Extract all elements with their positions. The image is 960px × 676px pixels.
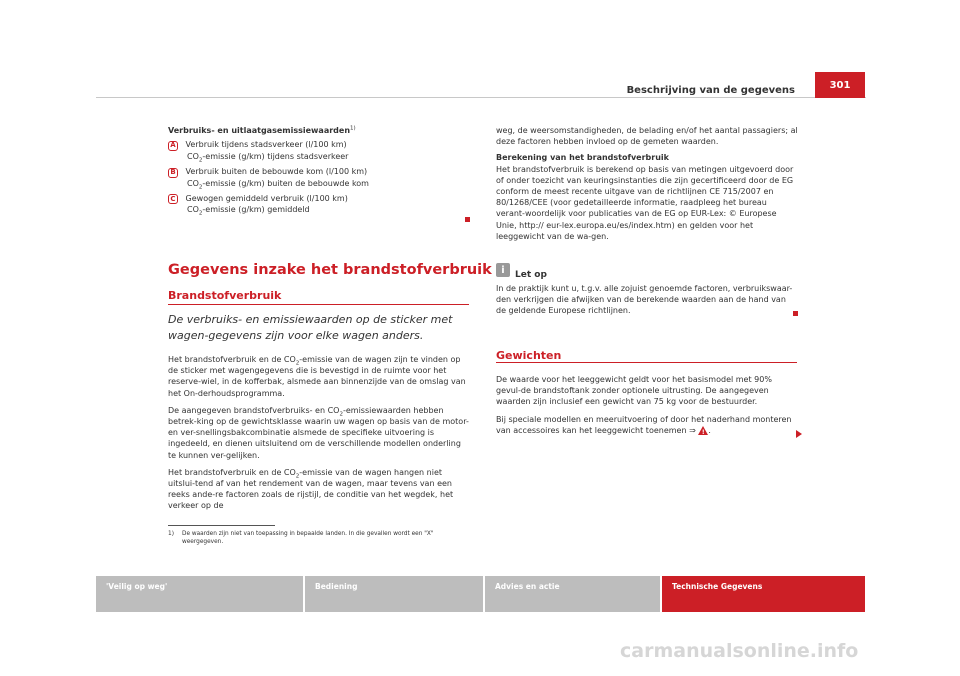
emissions-section <box>168 125 478 216</box>
emissions-title: Verbruiks- en uitlaatgasemissiewaarden <box>168 126 351 135</box>
legend-item-b <box>168 166 478 178</box>
legend-b-co2: $CO_2$-emissie (g/km) buiten de bebouwde kom <box>187 178 369 191</box>
legend-a-consumption: Verbruik tijdens stadsverkeer (l/100 km) <box>185 140 347 150</box>
continue-arrow-icon[interactable] <box>796 430 802 438</box>
legend-c-consumption: Gewogen gemiddeld verbruik (l/100 km) <box>185 193 348 203</box>
paragraph: De waarde voor het leeggewicht geldt voor het basismodel met 90% gevul-de brandstoftank zonder optionele uitrusting. De aangegeven waarden zijn inclusief een gewicht van 75 kg voor de bestuurder. <box>496 375 772 407</box>
footnote-number: 1) <box>168 531 174 537</box>
paragraph: Het brandstofverbruik en de $CO_2$-emissie van de wagen zijn te vinden op de sticker met wagengegevens die is bevestigd in de ruimte voor het reserve-wiel, in de kofferbak, alsmede aan binnenzijde van de omslag van het On-derhoudsprogramma. <box>168 355 466 398</box>
page-title: Beschrijving van de gegevens <box>626 85 795 96</box>
right-body <box>496 125 798 242</box>
legend-item-a <box>168 139 478 151</box>
lead-text: De verbruiks- en emissiewaarden op de sticker met wagen-gegevens zijn voor elke wagen anders. <box>168 313 453 342</box>
legend-a-co2: $CO_2$-emissie (g/km) tijdens stadsverkeer <box>187 151 349 164</box>
note-title: Let op <box>515 270 547 280</box>
paragraph: De aangegeven brandstofverbruiks- en $CO_2$-emissiewaarden hebben betrek-king op de gewichtsklasse waarin uw wagen op basis van de motor- en ver-snellingsbakcombinatie alsmede de specifieke uitvoering is ingedeeld, en dienen uitsluitend om de verschillende modellen onderling te kunnen ver-gelijken. <box>168 405 469 460</box>
tab-bediening[interactable]: Bediening <box>305 576 483 612</box>
tab-technische-gegevens[interactable]: Technische Gegevens <box>662 576 865 612</box>
note-text: In de praktijk kunt u, t.g.v. alle zojuist genoemde factoren, verbruikswaar-den verkrijgen die afwijken van de berekende waarden aan de hand van de geldende Europese richtlijnen. <box>496 284 793 316</box>
marker-a-icon: A <box>168 141 178 151</box>
end-of-section-icon <box>793 311 798 316</box>
tab-veilig-op-weg[interactable]: 'Veilig op weg' <box>96 576 303 612</box>
paragraph: Het brandstofverbruik en de $CO_2$-emissie van de wagen hangen niet uitslui-tend af van het rendement van de wagen, maar tevens van een reeks ande-re factoren zoals de rijstijl, de conditie van het wegdek, het verkeer op de <box>168 467 454 511</box>
paragraph: Het brandstofverbruik is berekend op basis van metingen uitgevoerd door of onder toezicht van keuringsinstanties die zijn gecertificeerd door de EG conform de meest recente uitgave van de richtlijnen CE 715/2007 en 80/1268/CEE (voor gedetailleerde informatie, raadpleeg het bureau verant-woordelijk voor publicaties van de EG op EUR-Lex: © Europese Unie, http:// eur-lex.europa.eu/es/index.htm) en gelden voor het leeggewicht van de wa-gen. <box>496 164 794 241</box>
left-body <box>168 354 470 512</box>
sub-heading: Brandstofverbruik <box>168 289 282 302</box>
legend-c-co2: $CO_2$-emissie (g/km) gemiddeld <box>187 205 310 217</box>
end-of-section-icon <box>465 217 470 222</box>
sub-heading-rule <box>168 304 469 305</box>
marker-c-icon: C <box>168 194 178 204</box>
warning-icon[interactable] <box>698 426 708 435</box>
legend-item-c <box>168 193 478 205</box>
emissions-footnote-ref: 1) <box>350 125 356 132</box>
weights-heading-rule <box>496 362 797 363</box>
weights-body <box>496 374 798 436</box>
tab-advies-en-actie[interactable]: Advies en actie <box>485 576 660 612</box>
weights-heading: Gewichten <box>496 349 562 362</box>
info-note-icon: i <box>496 263 510 277</box>
paragraph: Bij speciale modellen en meeruitvoering of door het naderhand monteren van accessoires kan het leeggewicht toenemen ⇒ ! . <box>496 414 798 436</box>
watermark: carmanualsonline.info <box>620 640 859 662</box>
footnote-text: De waarden zijn niet van toepassing in bepaalde landen. In die gevallen wordt een "X" weergegeven. <box>182 531 434 545</box>
legend-b-consumption: Verbruik buiten de bebouwde kom (l/100 km) <box>185 167 368 176</box>
calc-subtitle: Berekening van het brandstofverbruik <box>496 153 669 163</box>
marker-b-icon: B <box>168 168 178 178</box>
page-number: 301 <box>815 72 865 98</box>
footnote <box>168 530 468 546</box>
paragraph: weg, de weersomstandigheden, de belading en/of het aantal passagiers; al deze factoren hebben invloed op de gemeten waarden. <box>496 126 798 147</box>
main-heading: Gegevens inzake het brandstofverbruik <box>168 262 492 278</box>
footnote-rule <box>168 525 275 526</box>
header-rule <box>96 97 866 98</box>
